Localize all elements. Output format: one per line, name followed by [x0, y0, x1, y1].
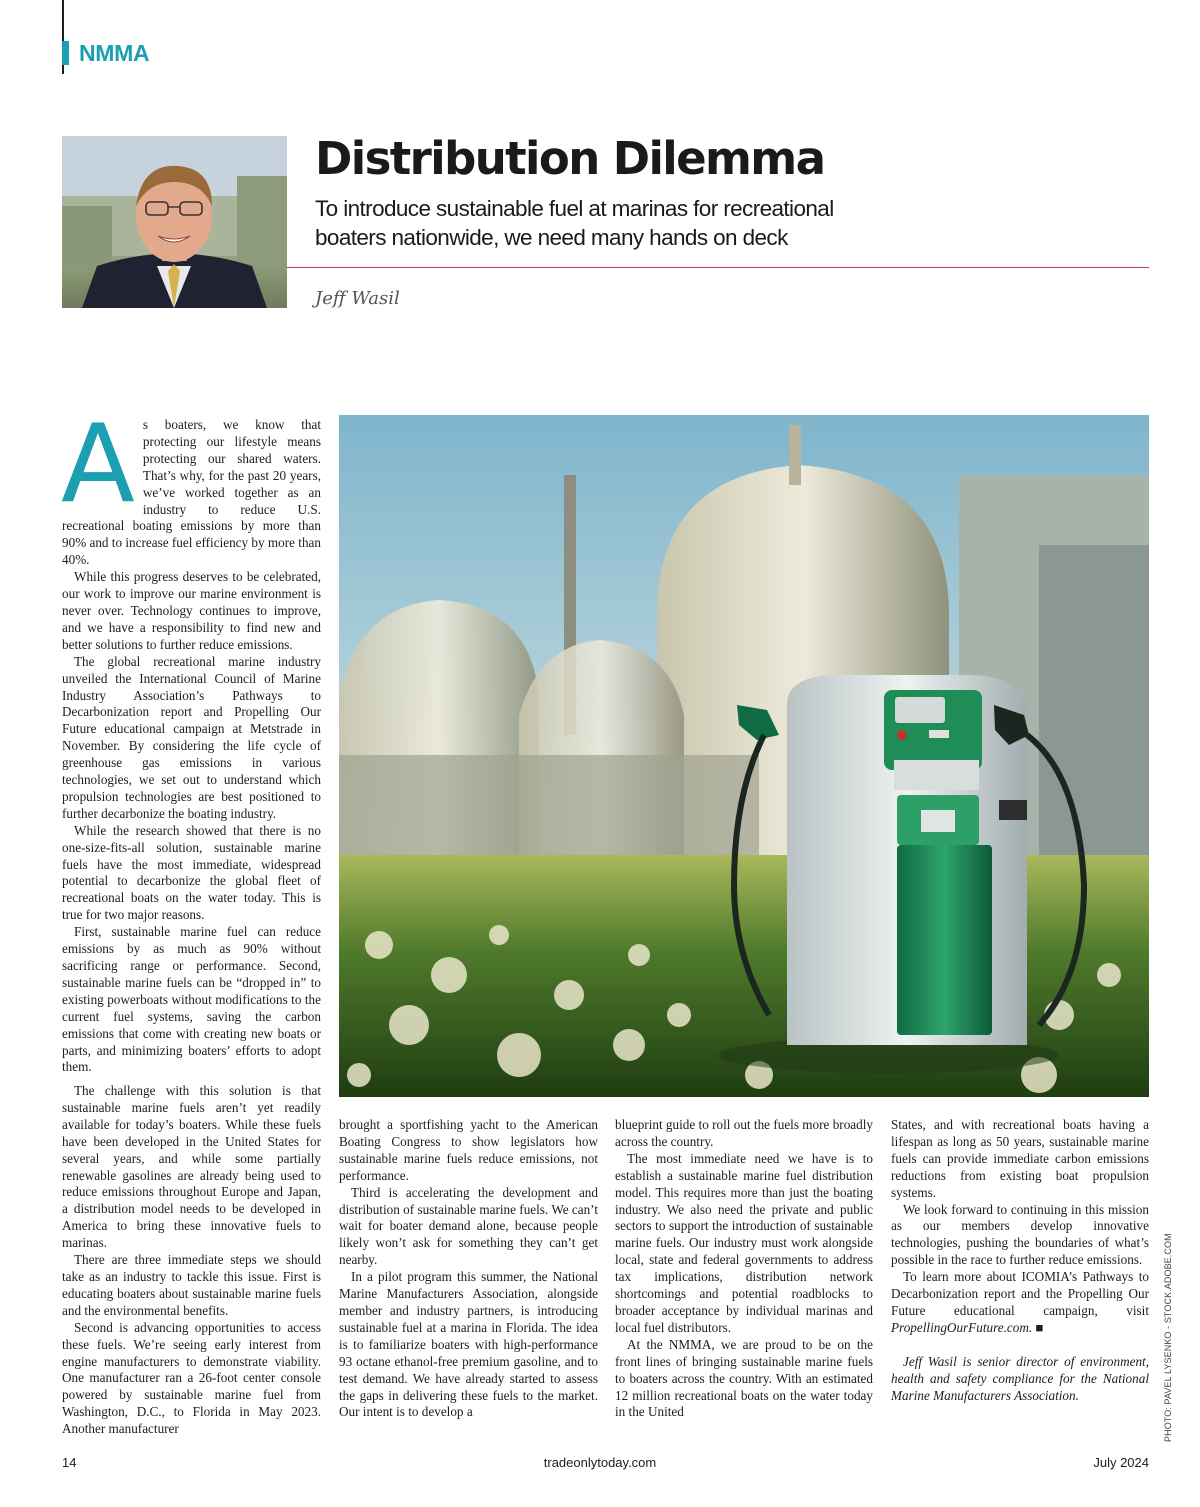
paragraph: The challenge with this solution is that sustainable marine fuels aren’t yet readily available for today’s boaters. While these fuels have been developed in the United States for several years, and while some partially renewable gasolines are already being used to reduce emissions throughout Europe and Japan, a distribution model needs to be developed in America to bring these innovative fuels to marinas.	[62, 1083, 321, 1251]
paragraph: First, sustainable marine fuel can reduce emissions by as much as 90% without sacrificing range or performance. Second, sustainable marine fuels can be “dropped in” to existing powerboats without modifications to the current fuel systems, saving the carbon emissions that come with creating new boats or parts, and minimizing boaters’ efforts to adopt them.	[62, 924, 321, 1075]
section-marker	[62, 41, 69, 65]
fuel-pump-illustration	[339, 415, 1149, 1097]
paragraph: While the research showed that there is no one-size-fits-all solution, sustainable marine fuels have the most immediate, widespread potential to decarbonize the global fleet of recreational boats on the water today. This is true for two major reasons.	[62, 822, 321, 923]
drop-cap: A	[61, 402, 135, 527]
paragraph: At the NMMA, we are proud to be on the front lines of bringing sustainable marine fuels to boaters across the country. With an estimated 12 million recreational boats on the water today in the United	[615, 1336, 873, 1420]
photo-credit	[1163, 1212, 1177, 1442]
section-label: NMMA	[79, 39, 150, 66]
paragraph: While this progress deserves to be celebrated, our work to improve our marine environment is never over. Technology continues to improve, and we have a responsibility to find new and better solutions to further reduce emissions.	[62, 569, 321, 652]
campaign-link[interactable]: PropellingOurFuture.com.	[891, 1319, 1033, 1335]
paragraph: Second is advancing opportunities to access these fuels. We’re seeing early interest from engine manufacturers to demonstrate viability. One manufacturer ran a 26-foot center console powered by sustainable marine fuel from Washington, D.C., to Florida in May 2023. Another manufacturer	[62, 1319, 321, 1437]
author-bio: Jeff Wasil is senior director of environment, health and safety compliance for the National Marine Manufacturers Association.	[891, 1353, 1149, 1403]
paragraph: There are three immediate steps we should take as an industry to tackle this issue. First is educating boaters about sustainable marine fuels and the environmental benefits.	[62, 1252, 321, 1318]
section-tag	[62, 40, 149, 66]
title-rule	[287, 267, 1149, 268]
article-dek: To introduce sustainable fuel at marinas for recreational boaters nationwide, we need many hands on deck	[315, 196, 834, 250]
article-column-4	[891, 1117, 1149, 1405]
page-number: 14	[62, 1455, 77, 1470]
issue-date: July 2024	[1093, 1455, 1149, 1470]
paragraph: The most immediate need we have is to establish a sustainable marine fuel distribution model. This requires more than just the boating industry. We also need the private and public sectors to support the introduction of sustainable marine fuels. Our industry must work alongside local, state and federal governments to address tax implications, distribution network shortcomings and potential roadblocks to broader acceptance by individual marinas and local fuel distributors.	[615, 1150, 873, 1335]
article-column-1b	[62, 1083, 321, 1438]
paragraph: s boaters, we know that protecting our lifestyle means protecting our shared waters. That’s why, for the past 20 years, we’ve worked together as an industry to reduce U.S. recreational boating emissions by more than 90% and to increase fuel efficiency by more than 40%.	[62, 417, 322, 568]
paragraph	[891, 1269, 1149, 1337]
photo-credit-text: PHOTO: PAVEL LYSENKO - STOCK.ADOBE.COM	[1163, 1233, 1173, 1442]
paragraph: In a pilot program this summer, the National Marine Manufacturers Association, alongside member and industry partners, is introducing sustainable fuel at a marina in Florida. The idea is to familiarize boaters with high-performance 93 octane ethanol-free premium gasoline, and to test demand. We have already started to assess the gaps in delivering these fuels to the market. Our intent is to develop a	[339, 1269, 598, 1420]
site-url: tradeonlytoday.com	[543, 1455, 657, 1470]
paragraph: Third is accelerating the development and distribution of sustainable marine fuels. We can’t wait for boater demand alone, because people likely won’t ask for something they can’t get nearby.	[339, 1184, 598, 1268]
article-column-1a	[61, 402, 322, 1076]
article-title: Distribution Dilemma	[315, 132, 825, 185]
paragraph: brought a sportfishing yacht to the American Boating Congress to show legislators how sustainable marine fuels reduce emissions, not performance.	[339, 1117, 598, 1183]
article-column-2	[339, 1117, 598, 1421]
author-portrait	[62, 136, 287, 308]
article-column-3	[615, 1117, 873, 1421]
byline: Jeff Wasil	[315, 288, 400, 309]
end-mark: ■	[1035, 1319, 1044, 1335]
paragraph: blueprint guide to roll out the fuels more broadly across the country.	[615, 1117, 873, 1149]
paragraph: We look forward to continuing in this mission as our members develop innovative technologies, pushing the boundaries of what’s possible in the race to further reduce emissions.	[891, 1201, 1149, 1268]
paragraph-text: To learn more about ICOMIA’s Pathways to Decarbonization report and the Propelling Our Future educational campaign, visit	[891, 1269, 1149, 1318]
paragraph: The global recreational marine industry unveiled the International Council of Marine Industry Association’s Pathways to Decarbonization report and Propelling Our Future educational campaign at Metstrade in November. By considering the life cycle of greenhouse gas emissions in various technologies, we set out to understand which propulsion technologies are best positioned to further decarbonize the boating industry.	[62, 653, 321, 821]
paragraph: States, and with recreational boats having a lifespan as long as 50 years, sustainable marine fuels can provide immediate carbon emissions reductions from existing boat propulsion systems.	[891, 1117, 1149, 1200]
